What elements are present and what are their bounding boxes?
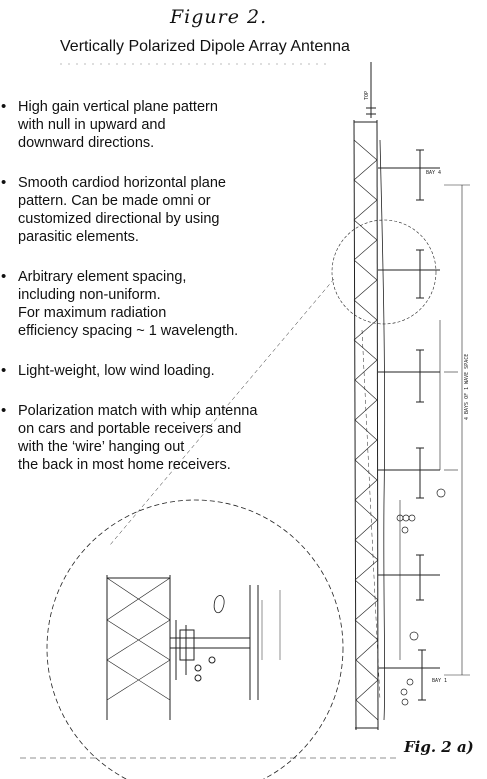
mast <box>354 120 378 730</box>
span-note: 4 BAYS OF 1 WAVE SPACE <box>464 353 470 420</box>
bay-label: BAY 4 <box>426 170 442 176</box>
bullet-line: • Polarization match with whip antenna <box>18 403 258 419</box>
feed-line <box>380 140 385 720</box>
bullet-line: • High gain vertical plane pattern <box>18 99 218 115</box>
bullet-line: with the ‘wire’ hanging out <box>18 439 185 455</box>
dipole-bay <box>379 650 440 700</box>
page-title: Vertically Polarized Dipole Array Antenna <box>60 38 350 55</box>
bullet-line: downward directions. <box>18 135 155 151</box>
bullet-line: with null in upward and <box>18 117 166 133</box>
mast-top-marker <box>366 62 376 118</box>
dipole-bay <box>378 250 440 298</box>
figure-subcaption: Fig. 2 a) <box>404 738 474 756</box>
bullet-line: • Arbitrary element spacing, <box>18 269 187 285</box>
figure-heading: Figure 2. <box>170 6 268 28</box>
bay-label: BAY 1 <box>432 678 448 684</box>
bullet-line: • Smooth cardiod horizontal plane <box>18 175 226 191</box>
detail-circle-large <box>47 500 343 779</box>
bullet-line: parasitic elements. <box>18 229 139 245</box>
bullet-line: on cars and portable receivers and <box>18 421 242 437</box>
detail-leader <box>110 279 334 545</box>
dipole-bay <box>378 555 440 600</box>
bullet-line: pattern. Can be made omni or <box>18 193 211 209</box>
bullet-line: including non-uniform. <box>18 287 161 303</box>
bullet-line: • Light-weight, low wind loading. <box>18 363 215 379</box>
span-dimension <box>400 185 470 675</box>
dipole-bay <box>378 448 440 498</box>
dipole-bay <box>378 350 440 402</box>
bullet-line: customized directional by using <box>18 211 220 227</box>
callout-markers <box>397 489 448 705</box>
bullet-line: For maximum radiation <box>18 305 167 321</box>
bullet-line: efficiency spacing ~ 1 wavelength. <box>18 323 239 339</box>
bullet-line: the back in most home receivers. <box>18 457 231 473</box>
mast-top-label: TOP <box>364 90 370 100</box>
